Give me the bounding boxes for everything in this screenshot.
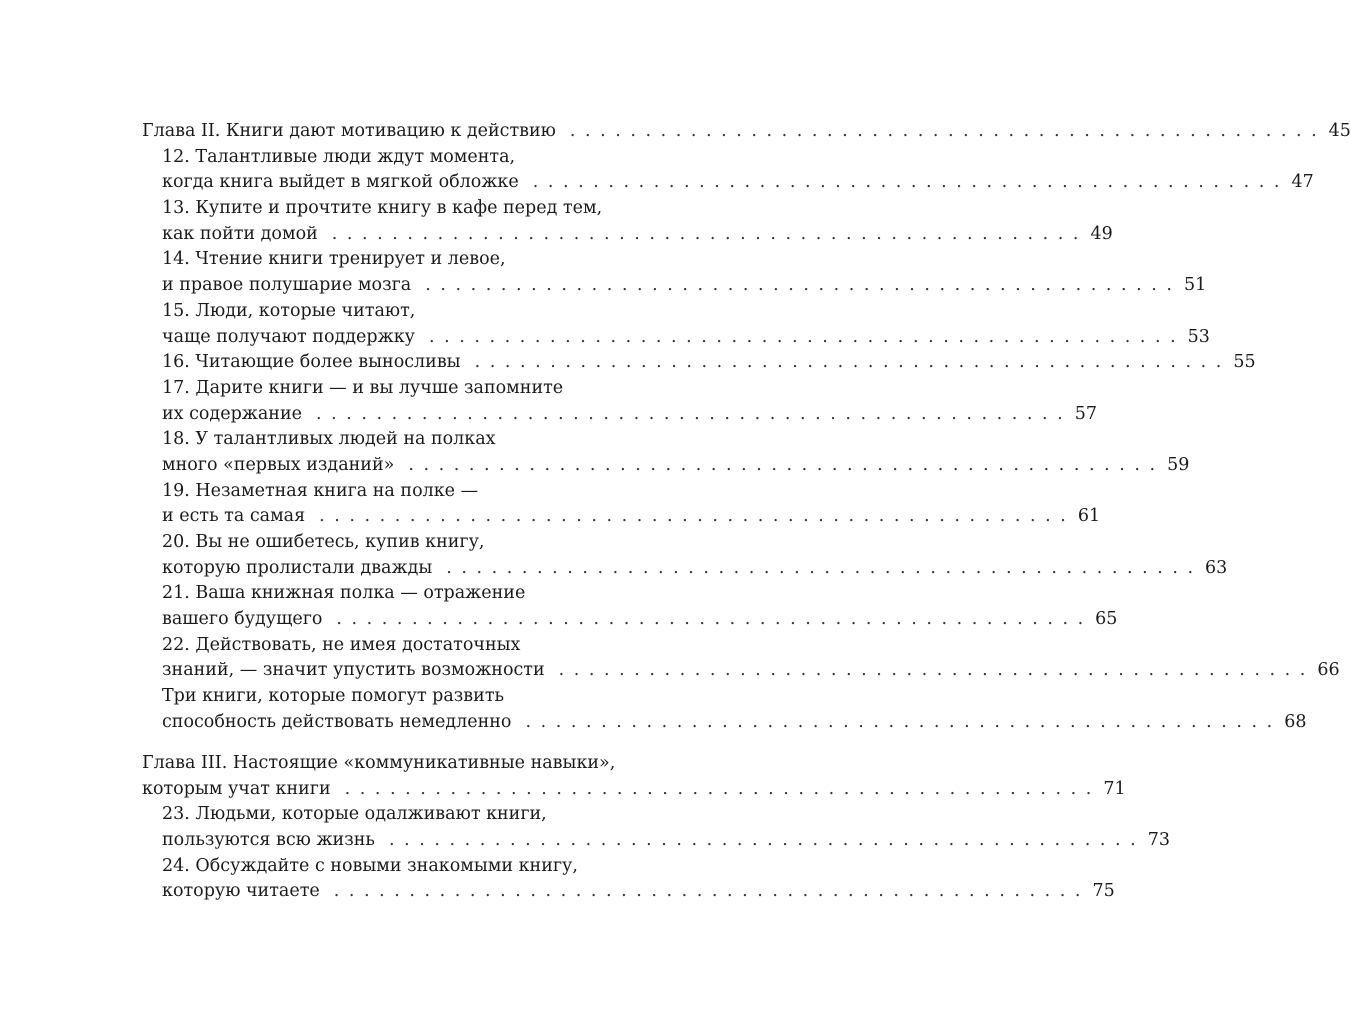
entry-title-line-1: 14. Чтение книги тренирует и левое,: [162, 249, 506, 270]
page-number: 73: [1147, 830, 1170, 851]
entry-title-line-2: которую пролистали дважды: [162, 557, 433, 578]
page-number: 75: [1092, 881, 1115, 902]
dot-leader: . . . . . . . . . . . . . . . . . . . . . . . . . . . . . . . . . . . . . . . . . . . . . . . . . .: [408, 454, 1158, 475]
page-number: 68: [1284, 711, 1307, 732]
toc-entry-23[interactable]: [162, 802, 1170, 853]
dot-leader: . . . . . . . . . . . . . . . . . . . . . . . . . . . . . . . . . . . . . . . . . . . . . . . . . .: [331, 223, 1081, 244]
entry-title-line-2: и правое полушарие мозга: [162, 275, 412, 296]
entry-title-line-1: 15. Люди, которые читают,: [162, 300, 416, 321]
chapter-title: Глава II. Книги дают мотивацию к действию: [142, 121, 556, 141]
entry-title-line-2: и есть та самая: [162, 506, 306, 527]
toc-entry-24[interactable]: [162, 854, 1115, 905]
chapter-3-section: [142, 751, 1170, 905]
page-number: 61: [1077, 506, 1101, 527]
entry-title-line-1: Три книги, которые помогут развить: [162, 686, 505, 707]
entry-title-line-1: 20. Вы не ошибетесь, купив книгу,: [162, 532, 485, 552]
entry-title-line-1: 12. Талантливые люди ждут момента,: [162, 146, 516, 167]
entry-title-line-2: много «первых изданий»: [162, 454, 395, 475]
chapter-3-heading[interactable]: [142, 751, 1126, 802]
toc-entry-14[interactable]: [162, 247, 1207, 298]
entry-title-line-1: 17. Дарите книги — и вы лучше запомните: [162, 377, 564, 398]
entry-title-line-1: 13. Купите и прочтите книгу в кафе перед тем,: [162, 198, 603, 219]
toc-entry-20[interactable]: [162, 530, 1228, 581]
toc-entry-21[interactable]: [162, 581, 1118, 632]
entry-title-line-1: 19. Незаметная книга на полке —: [162, 480, 479, 501]
chapter-2-section: [142, 119, 1351, 736]
page-number: 47: [1291, 172, 1314, 193]
toc-entry-16[interactable]: [162, 350, 1256, 376]
entry-title-line-2: вашего будущего: [162, 609, 323, 630]
entry-title-line-1: 23. Людьми, которые одалживают книги,: [162, 804, 547, 825]
dot-leader: . . . . . . . . . . . . . . . . . . . . . . . . . . . . . . . . . . . . . . . . . . . . . . . . . .: [532, 172, 1282, 193]
page-number: 71: [1103, 778, 1126, 799]
page-number: 66: [1317, 660, 1340, 681]
dot-leader: . . . . . . . . . . . . . . . . . . . . . . . . . . . . . . . . . . . . . . . . . . . . . . . . . .: [425, 275, 1174, 296]
chapter-title-line-2: которым учат книги: [142, 778, 331, 799]
toc-entry-17[interactable]: [162, 376, 1097, 427]
dot-leader: . . . . . . . . . . . . . . . . . . . . . . . . . . . . . . . . . . . . . . . . . . . . . . . . . .: [336, 609, 1086, 630]
page-number: 45: [1328, 121, 1351, 141]
toc-entry-13[interactable]: [162, 196, 1113, 247]
toc-entry-12[interactable]: [162, 145, 1314, 196]
toc-entry-18[interactable]: [162, 427, 1190, 478]
entry-title-line-1: 16. Читающие более выносливы: [162, 352, 461, 373]
entry-title-line-1: 18. У талантливых людей на полках: [162, 429, 496, 450]
toc-entry-15[interactable]: [162, 299, 1210, 350]
dot-leader: . . . . . . . . . . . . . . . . . . . . . . . . . . . . . . . . . . . . . . . . . . . . . . . . . .: [333, 881, 1083, 902]
toc-entry-22[interactable]: [162, 633, 1340, 684]
chapter-2-heading[interactable]: [142, 119, 1351, 145]
entry-title-line-2: пользуются всю жизнь: [162, 830, 375, 851]
page-number: 63: [1205, 557, 1228, 578]
dot-leader: . . . . . . . . . . . . . . . . . . . . . . . . . . . . . . . . . . . . . . . . . . . . . . . . . .: [319, 506, 1068, 527]
entry-title-line-2: как пойти домой: [162, 223, 318, 244]
dot-leader: . . . . . . . . . . . . . . . . . . . . . . . . . . . . . . . . . . . . . . . . . . . . . . . . . .: [558, 660, 1308, 681]
chapter-title-line-1: Глава III. Настоящие «коммуникативные навыки»,: [142, 753, 616, 773]
page-number: 55: [1233, 352, 1256, 373]
entry-title-line-2: чаще получают поддержку: [162, 326, 415, 347]
page-number: 49: [1090, 223, 1113, 244]
page-number: 53: [1187, 326, 1210, 347]
entry-title-line-2: знаний, — значит упустить возможности: [162, 660, 545, 681]
page-number: 65: [1095, 609, 1118, 630]
dot-leader: . . . . . . . . . . . . . . . . . . . . . . . . . . . . . . . . . . . . . . . . . . . . . . . . . .: [446, 557, 1196, 578]
page-number: 57: [1074, 403, 1097, 424]
dot-leader: . . . . . . . . . . . . . . . . . . . . . . . . . . . . . . . . . . . . . . . . . . . . . . . . . .: [388, 830, 1138, 851]
entry-title-line-1: 21. Ваша книжная полка — отражение: [162, 583, 526, 604]
toc-entry-19[interactable]: [162, 479, 1101, 530]
dot-leader: . . . . . . . . . . . . . . . . . . . . . . . . . . . . . . . . . . . . . . . . . . . . . . . . . .: [569, 121, 1319, 141]
entry-title-line-1: 24. Обсуждайте с новыми знакомыми книгу,: [162, 855, 578, 876]
page-number: 51: [1183, 275, 1207, 296]
toc-entry-three-books[interactable]: [162, 684, 1307, 735]
dot-leader: . . . . . . . . . . . . . . . . . . . . . . . . . . . . . . . . . . . . . . . . . . . . . . . . . .: [344, 778, 1094, 799]
entry-title-line-2: их содержание: [162, 403, 302, 424]
entry-title-line-2: которую читаете: [162, 881, 320, 902]
entry-title-line-2: способность действовать немедленно: [162, 711, 512, 732]
dot-leader: . . . . . . . . . . . . . . . . . . . . . . . . . . . . . . . . . . . . . . . . . . . . . . . . . .: [315, 403, 1065, 424]
dot-leader: . . . . . . . . . . . . . . . . . . . . . . . . . . . . . . . . . . . . . . . . . . . . . . . . . .: [525, 711, 1275, 732]
page-number: 59: [1167, 454, 1190, 475]
dot-leader: . . . . . . . . . . . . . . . . . . . . . . . . . . . . . . . . . . . . . . . . . . . . . . . . . .: [428, 326, 1178, 347]
dot-leader: . . . . . . . . . . . . . . . . . . . . . . . . . . . . . . . . . . . . . . . . . . . . . . . . . .: [474, 352, 1224, 373]
entry-title-line-1: 22. Действовать, не имея достаточных: [162, 634, 521, 655]
entry-title-line-2: когда книга выйдет в мягкой обложке: [162, 172, 519, 193]
